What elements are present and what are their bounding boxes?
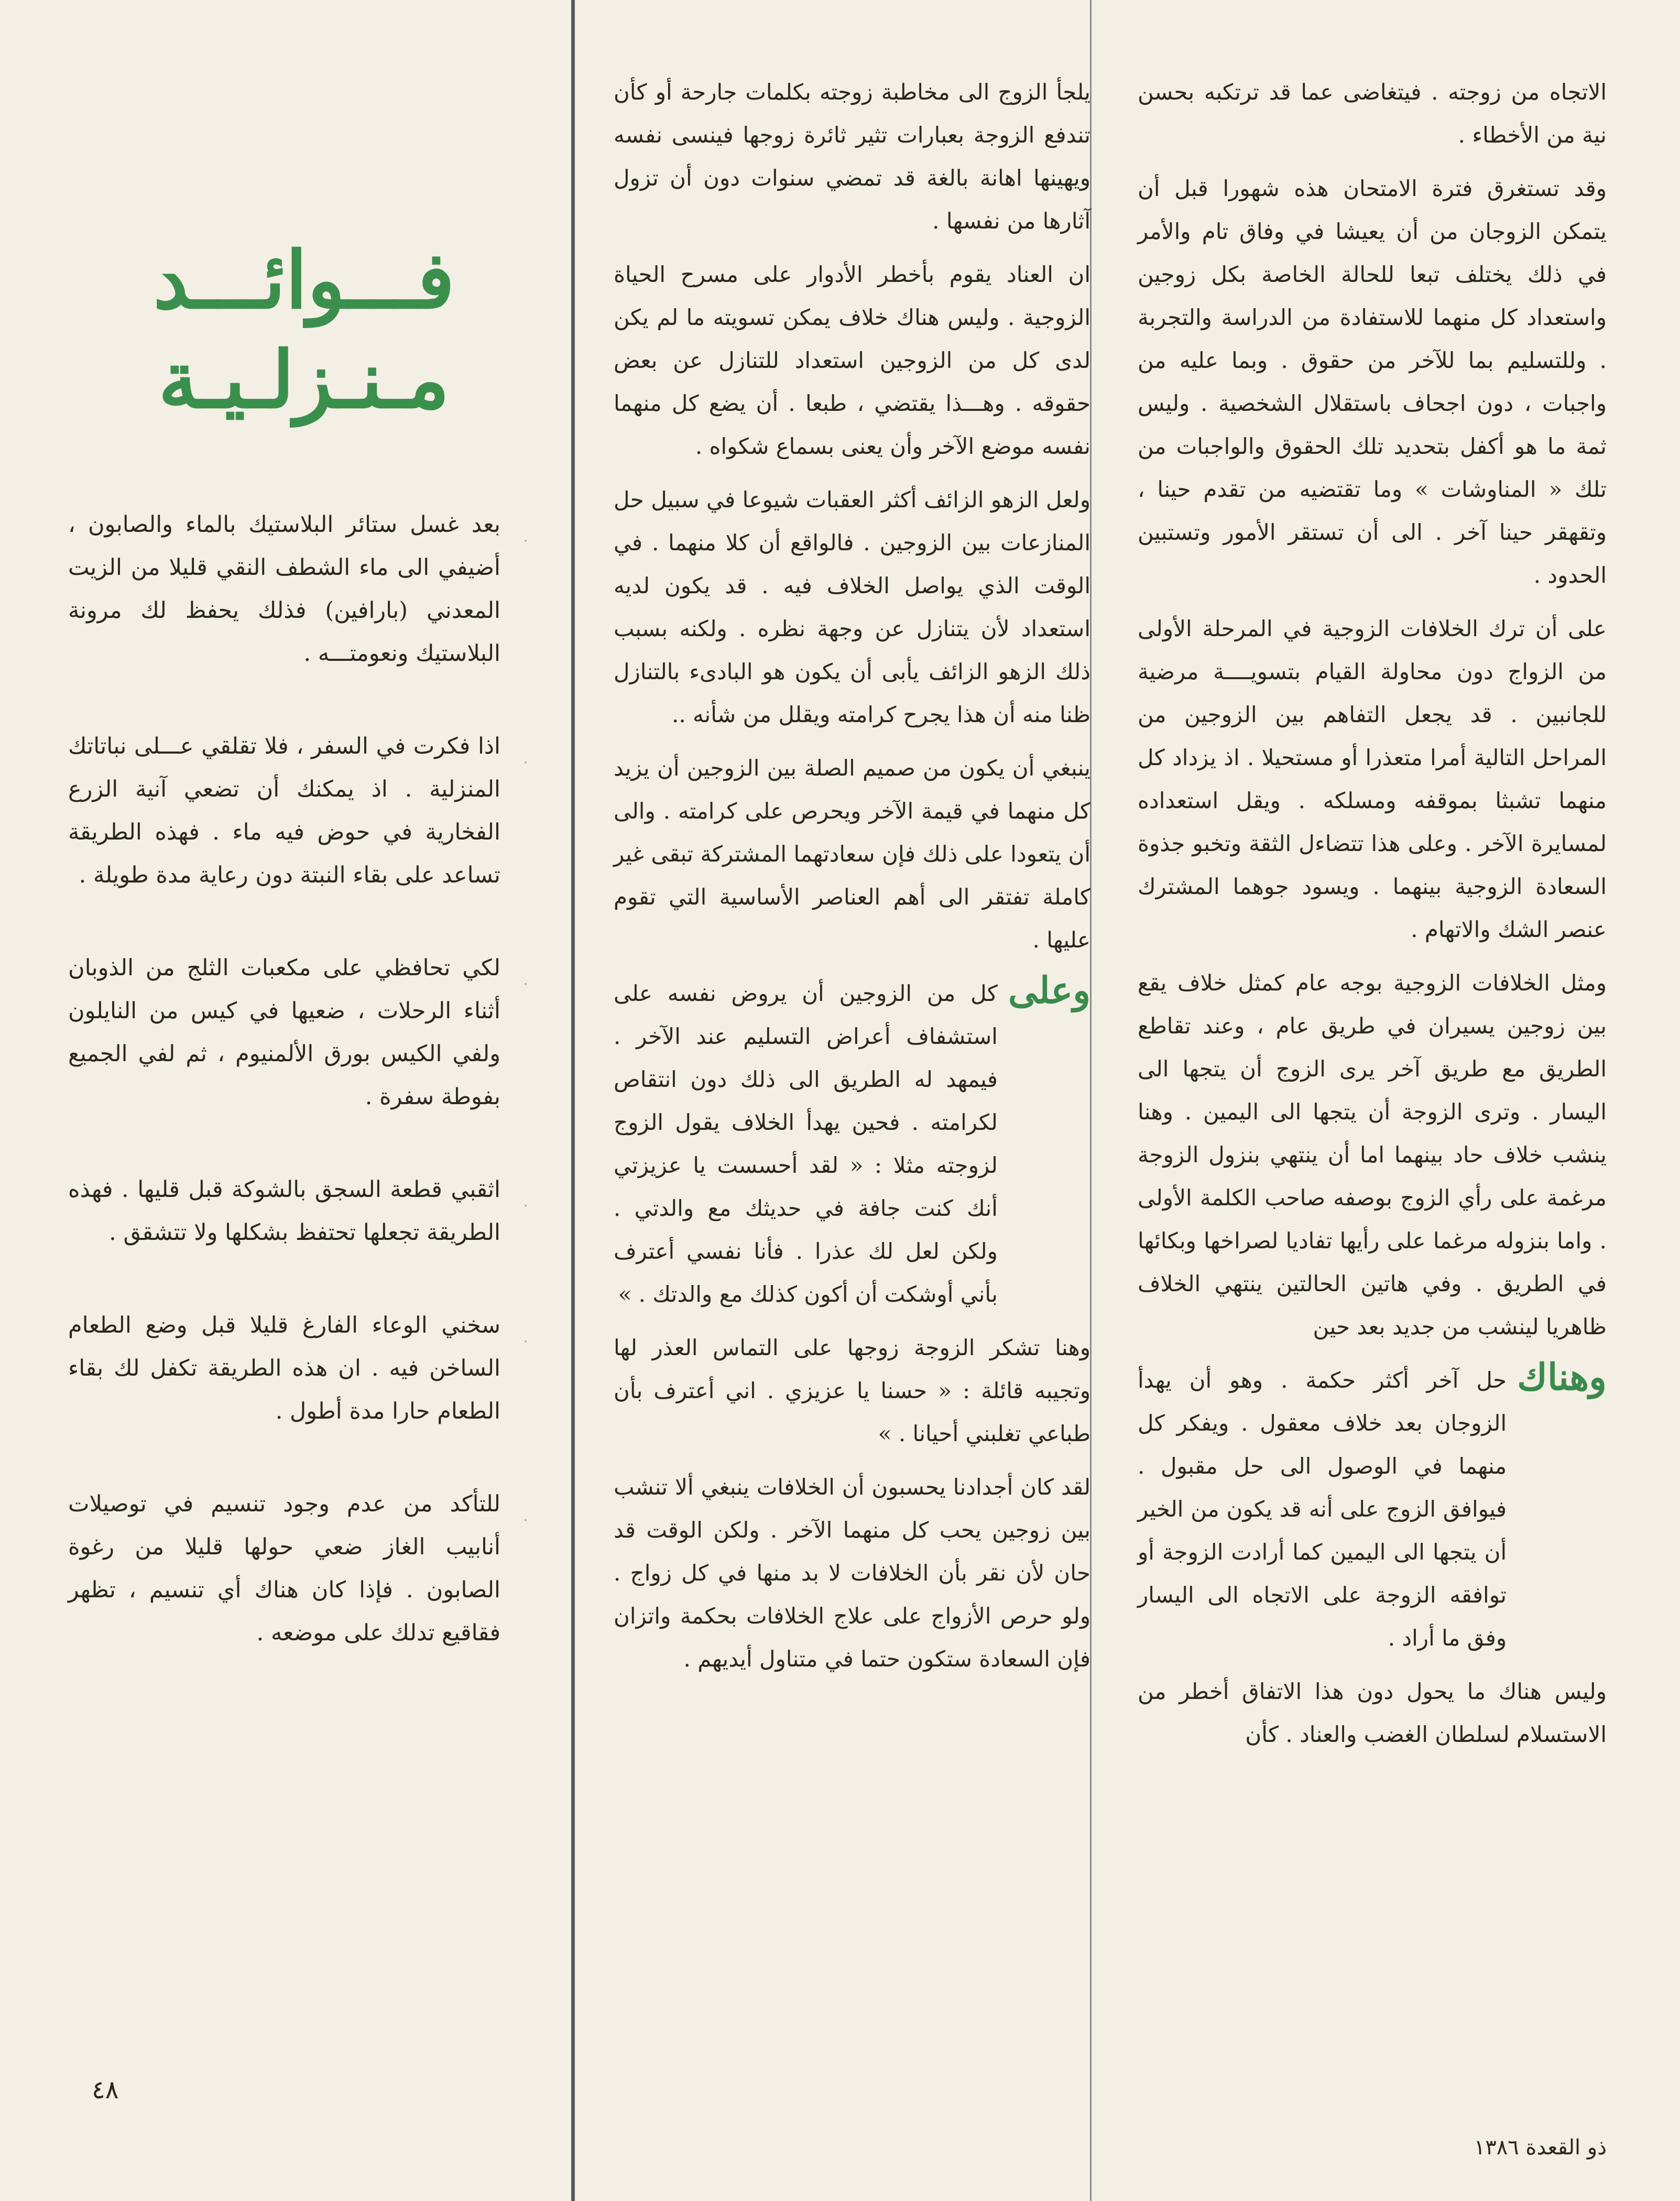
- paragraph: يلجأ الزوج الى مخاطبة زوجته بكلمات جارحة أو كأن تندفع الزوجة بعبارات تثير ثائرة زوجها فينسى نفسه ويهينها اهانة بالغة قد تمضي سنوات دون أن تزول آثارها من نفسها .: [614, 79, 1090, 234]
- tip-text: للتأكد من عدم وجود تنسيم في توصيلات أنابيب الغاز ضعي حولها قليلا من رغوة الصابون . فإذا كان هناك أي تنسيم ، تظهر فقاقيع تدلك على موضعه .: [68, 1491, 500, 1646]
- tip-text: لكي تحافظي على مكعبات الثلج من الذوبان أثناء الرحلات ، ضعيها في كيس من النايلون ولفي الكيس بورق الألمنيوم ، ثم لفي الجميع بفوطة سفرة .: [68, 955, 500, 1110]
- page-number: ٤٨: [92, 2075, 119, 2105]
- paragraph: ولعل الزهو الزائف أكثر العقبات شيوعا في سبيل حل المنازعات بين الزوجين . فالواقع أن كلا منهما . في الوقت الذي يواصل الخلاف فيه . قد يكون لديه استعداد لأن يتنازل عن وجهة نظره . ولكنه بسبب ذلك الزهو الزائف يأبى أن يكون هو البادىء بالتنازل ظنا منه أن هذا يجرح كرامته ويقلل من شأنه ..: [614, 487, 1090, 727]
- bullet-icon: ۰: [522, 532, 529, 548]
- paragraph: الاتجاه من زوجته . فيتغاضى عما قد ترتكبه بحسن نية من الأخطاء .: [1138, 79, 1607, 148]
- footer-date: ذو القعدة ١٣٨٦: [1474, 2135, 1607, 2160]
- list-item: [68, 946, 529, 1118]
- list-item: [68, 1483, 529, 1654]
- article-column-right: [1138, 71, 1607, 1767]
- sidebar-divider: [571, 0, 575, 2201]
- list-item: [68, 1304, 529, 1433]
- paragraph: ينبغي أن يكون من صميم الصلة بين الزوجين أن يزيد كل منهما في قيمة الآخر ويحرص على كرامته . والى أن يتعودا على ذلك فإن سعادتهما المشتركة تبقى غير كاملة تفتقر الى أهم العناصر الأساسية التي تقوم عليها .: [614, 755, 1090, 953]
- sidebar-title: [73, 231, 534, 430]
- decorative-lead-word: وهناك: [1517, 1355, 1607, 1399]
- list-item: [68, 503, 529, 675]
- bullet-icon: ۰: [522, 1512, 529, 1528]
- paragraph: وهنا تشكر الزوجة زوجها على التماس العذر لها وتجيبه قائلة : « حسنا يا عزيزي . اني أعترف بأن طباعي تغلبني أحيانا . »: [614, 1335, 1090, 1446]
- list-item: [68, 725, 529, 897]
- sidebar-title-line: فـــوائـــد: [153, 234, 455, 326]
- paragraph: كل من الزوجين أن يروض نفسه على استشفاف أعراض التسليم عند الآخر . فيمهد له الطريق الى ذلك دون انتقاص لكرامته . فحين يهدأ الخلاف يقول الزوج لزوجته مثلا : « لقد أحسست يا عزيزتي أنك كنت جافة في حديثك مع والدتي . ولكن لعل لك عذرا . فأنا نفسي أعترف بأني أوشكت أن أكون كذلك مع والدتك . »: [614, 980, 998, 1307]
- lead-paragraph: [614, 968, 1090, 1316]
- paragraph: ان العناد يقوم بأخطر الأدوار على مسرح الحياة الزوجية . وليس هناك خلاف يمكن تسويته ما لم يكن لدى كل من الزوجين استعداد للتنازل عن بعض حقوقه . وهـــذا يقتضي ، طبعا . أن يضع كل منهما نفسه موضع الآخر وأن يعنى بسماع شكواه .: [614, 261, 1090, 459]
- paragraph: على أن ترك الخلافات الزوجية في المرحلة الأولى من الزواج دون محاولة القيام بتسويــــة مرضية للجانبين . قد يجعل التفاهم بين الزوجين من المراحل التالية أمرا متعذرا أو مستحيلا . اذ يزداد كل منهما تشبثا بموقفه ومسلكه . ويقل استعداده لمسايرة الآخر . وعلى هذا تتضاءل الثقة وتخبو جذوة السعادة الزوجية بينهما . ويسود جوهما المشترك عنصر الشك والاتهام .: [1138, 616, 1607, 942]
- tip-text: اثقبي قطعة السجق بالشوكة قبل قليها . فهذه الطريقة تجعلها تحتفظ بشكلها ولا تتشقق .: [68, 1176, 500, 1246]
- tips-list: [68, 503, 529, 1704]
- tip-text: اذا فكرت في السفر ، فلا تقلقي عـــلى نباتاتك المنزلية . اذ يمكنك أن تضعي آنية الزرع الفخارية في حوض فيه ماء . فهذه الطريقة تساعد على بقاء النبتة دون رعاية مدة طويلة .: [68, 733, 500, 888]
- list-item: [68, 1168, 529, 1254]
- paragraph: حل آخر أكثر حكمة . وهو أن يهدأ الزوجان بعد خلاف معقول . ويفكر كل منهما في الوصول الى حل مقبول . فيوافق الزوج على أنه قد يكون من الخير أن يتجها الى اليمين كما أرادت الزوجة أو توافقه الزوجة على الاتجاه الى اليسار وفق ما أراد .: [1138, 1367, 1507, 1651]
- decorative-lead-word: وعلى: [1008, 968, 1090, 1012]
- bullet-icon: ۰: [522, 1333, 529, 1349]
- bullet-icon: ۰: [522, 976, 529, 991]
- sidebar-title-line: مـنـزلـيـة: [158, 334, 450, 426]
- tip-text: سخني الوعاء الفارغ قليلا قبل وضع الطعام الساخن فيه . ان هذه الطريقة تكفل لك بقاء الطعام حارا مدة أطول .: [68, 1312, 500, 1424]
- lead-paragraph: [1138, 1355, 1607, 1660]
- bullet-icon: ۰: [522, 1197, 529, 1213]
- paragraph: وليس هناك ما يحول دون هذا الاتفاق أخطر من الاستسلام لسلطان الغضب والعناد . كأن: [1138, 1679, 1607, 1747]
- paragraph: لقد كان أجدادنا يحسبون أن الخلافات ينبغي ألا تنشب بين زوجين يحب كل منهما الآخر . ولكن الوقت قد حان لأن نقر بأن الخلافات لا بد منها في كل زواج . ولو حرص الأزواج على علاج الخلافات بحكمة واتزان فإن السعادة ستكون حتما في متناول أيديهم .: [614, 1474, 1090, 1672]
- bullet-icon: ۰: [522, 754, 529, 770]
- tip-text: بعد غسل ستائر البلاستيك بالماء والصابون ، أضيفي الى ماء الشطف النقي قليلا من الزيت المعدني (بارافين) فذلك يحفظ لك مرونة البلاستيك ونعومتـــه .: [68, 511, 500, 667]
- paragraph: وقد تستغرق فترة الامتحان هذه شهورا قبل أن يتمكن الزوجان من أن يعيشا في وفاق تام والأمر في ذلك يختلف تبعا للحالة الخاصة بكل زوجين واستعداد كل منهما للاستفادة من الدراسة والتجربة . وللتسليم بما للآخر من حقوق . وبما عليه من واجبات ، دون اجحاف باستقلال الشخصية . وليس ثمة ما هو أكفل بتحديد تلك الحقوق والواجبات من تلك « المناوشات » وما تقتضيه من تقدم حينا ، وتقهقر حينا آخر . الى أن تستقر الأمور وتستبين الحدود .: [1138, 176, 1607, 588]
- paragraph: ومثل الخلافات الزوجية بوجه عام كمثل خلاف يقع بين زوجين يسيران في طريق عام ، وعند تقاطع الطريق مع طريق آخر يرى الزوج أن يتجها الى اليسار . وترى الزوجة أن يتجها الى اليمين . وهنا ينشب خلاف حاد بينهما اما أن ينتهي بنزول الزوجة مرغمة على رأي الزوج بوصفه صاحب الكلمة الأولى . واما بنزوله مرغما على رأيها تفاديا لصراخها وبكائها في الطريق . وفي هاتين الحالتين ينتهي الخلاف ظاهريا لينشب من جديد بعد حين: [1138, 970, 1607, 1339]
- article-column-middle: [614, 71, 1090, 1691]
